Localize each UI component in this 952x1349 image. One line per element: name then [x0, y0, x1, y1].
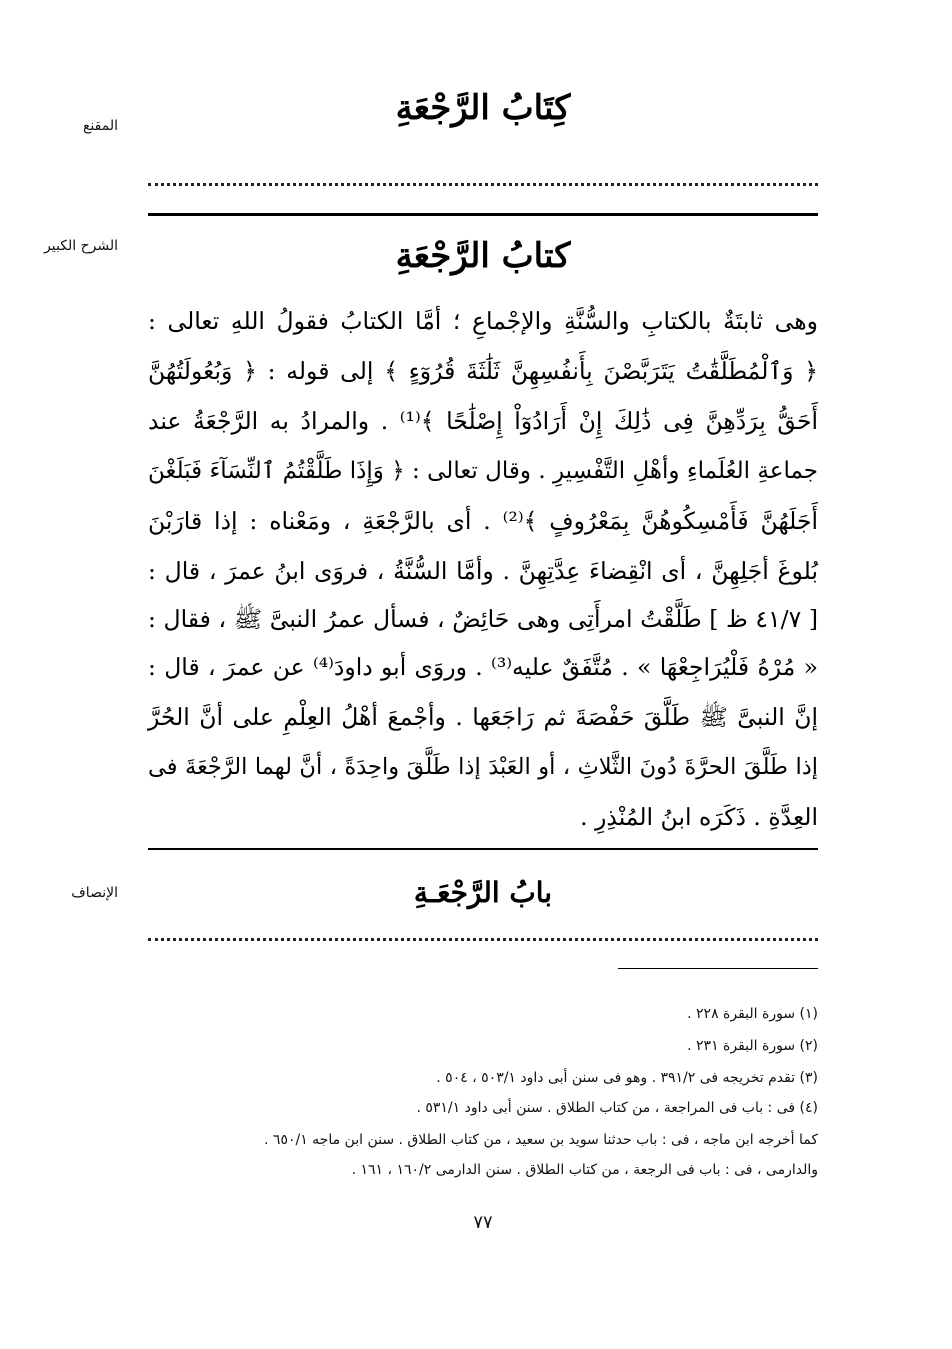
page-number: ٧٧ — [473, 1212, 493, 1233]
muqni-ellipsis — [148, 183, 818, 186]
section-divider-bottom — [148, 848, 818, 850]
sharh-line: أَحَقُّ بِرَدِّهِنَّ فِى ذَٰلِكَ إِنْ أَرَادُوٓاْ إِصْلَٰحًا ﴾⁽¹⁾ . والمرادُ به الرَّجْعَةُ عند — [148, 407, 818, 435]
sharh-line: أَجَلَهُنَّ فَأَمْسِكُوهُنَّ بِمَعْرُوفٍ ﴾⁽²⁾ . أى بالرَّجْعَةِ ، ومَعْناه : إذا قارَبْنَ — [148, 507, 818, 535]
sharh-line: جماعةِ العُلَماءِ وأهْلِ التَّفْسِيرِ . وقال تعالى : ﴿ وَإِذَا طَلَّقْتُمُ ٱلنِّسَآءَ فَبَلَغْنَ — [148, 458, 818, 484]
sharh-line: العِدَّةِ . ذَكَرَه ابنُ المُنْذِرِ . — [580, 803, 818, 831]
sharh-line: « مُرْهُ فَلْيُرَاجِعْهَا » . مُتَّفَقٌ عليه⁽³⁾ . وروَى أبو داودَ⁽⁴⁾ عن عمرَ ، قال : — [148, 653, 818, 681]
insaf-section-title: بابُ الرَّجْعَـةِ — [413, 876, 553, 909]
sharh-line: وهى ثابتَةٌ بالكتابِ والسُّنَّةِ والإجْماعِ ؛ أمَّا الكتابُ فقولُ اللهِ تعالى : — [148, 307, 818, 335]
sharh-line: إذا طَلَّقَ الحرَّةَ دُونَ الثَّلاثِ ، أو العَبْدَ إذا طَلَّقَ واحِدَةً ، أنَّ لهما الرَّجْعَةَ فى — [148, 754, 818, 780]
sharh-section-title: كتابُ الرَّجْعَةِ — [395, 236, 571, 276]
muqni-section-title: كِتَابُ الرَّجْعَةِ — [395, 88, 571, 128]
footnote-separator — [618, 968, 818, 969]
side-label-muqni: المقنع — [82, 118, 118, 134]
side-label-insaf: الإنصاف — [71, 885, 118, 901]
sharh-line: بُلوغَ أجَلِهِنَّ ، أى انْقِضاءَ عِدَّتِهِنَّ . وأمَّا السُّنَّةُ ، فروَى ابنُ عمرَ ، قال : — [148, 557, 818, 585]
footnote: (٤) فى : باب فى المراجعة ، من كتاب الطلاق . سنن أبى داود ٥٣١/١ . — [416, 1100, 818, 1116]
section-divider-top — [148, 213, 818, 216]
sharh-line: [ ٤١/٧ ظ ] طَلَّقْتُ امرأَتِى وهى حَائِضٌ ، فسأل عمرُ النبىَّ ﷺ ، فقال : — [148, 605, 819, 633]
footnote: كما أخرجه ابن ماجه ، فى : باب حدثنا سويد بن سعيد ، من كتاب الطلاق . سنن ابن ماجه ٦٥٠/١ . — [264, 1132, 818, 1148]
footnote: (٢) سورة البقرة ٢٣١ . — [687, 1038, 818, 1054]
sharh-line: إنَّ النبىَّ ﷺ طَلَّقَ حَفْصَةَ ثم رَاجَعَها . وأجْمعَ أهْلُ العِلْمِ على أنَّ الحُرَّ — [148, 703, 818, 731]
footnote: والدارمى ، فى : باب فى الرجعة ، من كتاب الطلاق . سنن الدارمى ١٦٠/٢ ، ١٦١ . — [351, 1162, 818, 1178]
sharh-line: ﴿ وَٱلْمُطَلَّقَٰتُ يَتَرَبَّصْنَ بِأَنفُسِهِنَّ ثَلَٰثَةَ قُرُوٓءٍ ﴾ إلى قوله : ﴿ وَبُعُولَتُهُنَّ — [148, 357, 818, 385]
footnote: (١) سورة البقرة ٢٢٨ . — [687, 1006, 818, 1022]
footnote: (٣) تقدم تخريجه فى ٣٩١/٢ . وهو فى سنن أبى داود ٥٠٣/١ ، ٥٠٤ . — [436, 1070, 818, 1086]
insaf-ellipsis — [148, 938, 818, 941]
side-label-sharh: الشرح الكبير — [44, 238, 118, 254]
